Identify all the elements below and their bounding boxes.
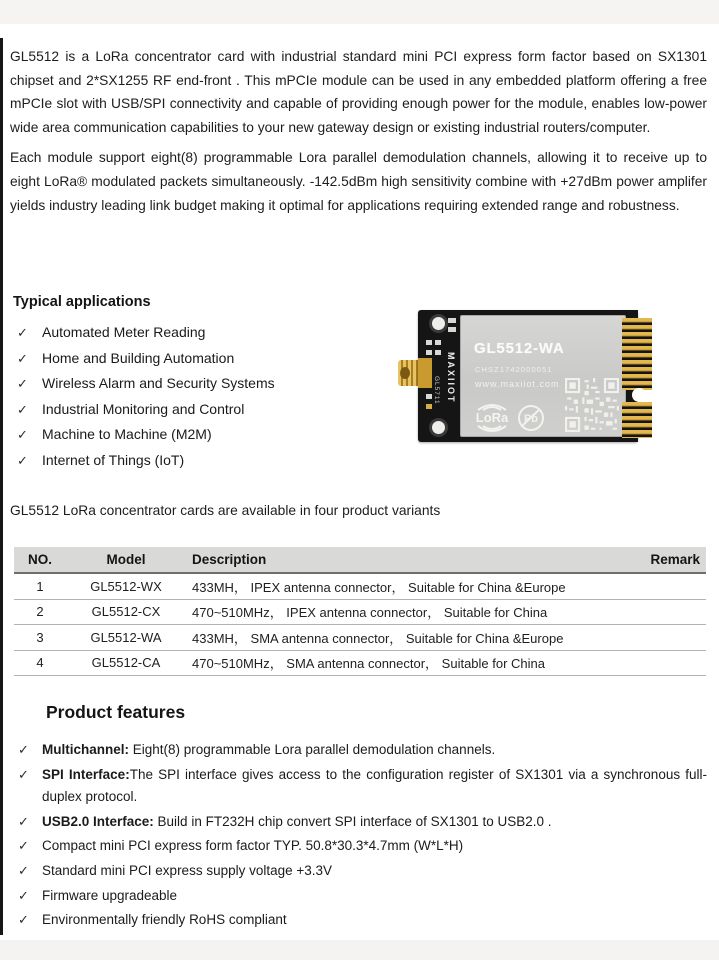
feature-text: Environmentally friendly RoHS compliant <box>42 912 287 928</box>
feature-text: Eight(8) programmable Lora parallel demodulation channels. <box>129 742 496 757</box>
pcb-part-number: GL5711 <box>433 376 440 405</box>
list-item <box>14 835 707 858</box>
column-header-description: Description <box>192 552 267 567</box>
check-icon: ✓ <box>17 325 28 340</box>
cell-description: 470~510MHz， IPEX antenna connector， Suitable for China <box>192 605 548 621</box>
intro-paragraph-1: GL5512 is a LoRa concentrator card with industrial standard mini PCI express form factor based on SX1301 chipset and 2*SX1255 RF end-front . This mPCIe module can be used in any embedded platform offering a free mPCIe slot with USB/SPI connectivity and capable of providing enough power for the module, enables low-power wide area communication capabilities to your new gateway design or existing industrial routers/computer. <box>10 49 707 135</box>
list-item <box>13 371 393 397</box>
cell-no: 1 <box>36 578 44 594</box>
product-photo <box>418 310 654 444</box>
mounting-hole <box>429 418 448 437</box>
smd-pad <box>426 404 432 409</box>
product-features-title: Product features <box>46 702 186 722</box>
gold-fingers-upper <box>622 318 652 390</box>
qr-code <box>565 378 619 432</box>
feature-label: Multichannel: <box>42 742 129 757</box>
column-header-model: Model <box>106 552 146 567</box>
intro-section <box>10 45 707 224</box>
smd-pad <box>448 327 456 332</box>
page-left-border <box>0 38 3 935</box>
list-item <box>13 320 393 346</box>
svg-text:LoRa: LoRa <box>475 410 509 425</box>
application-label: Machine to Machine (M2M) <box>42 426 212 443</box>
list-item <box>13 346 393 372</box>
check-icon: ✓ <box>17 452 28 468</box>
sma-connector-base <box>418 358 432 388</box>
cell-description: 433MH， IPEX antenna connector， Suitable for China &Europe <box>192 579 566 595</box>
brand-vertical-text: MAXIIOT <box>446 352 456 404</box>
cell-model: GL5512-CA <box>91 655 161 671</box>
table-row <box>14 651 706 677</box>
list-item <box>14 860 707 883</box>
cell-no: 4 <box>36 655 44 671</box>
list-item <box>14 909 707 932</box>
table-row <box>14 600 706 626</box>
pcb-board <box>418 310 638 442</box>
check-icon: ✓ <box>18 838 29 854</box>
feature-text: The SPI interface gives access to the configuration register of SX1301 via a synchronous full-duplex protocol. <box>42 766 707 805</box>
feature-text: Build in FT232H chip convert SPI interface of SX1301 to USB2.0 . <box>153 813 552 829</box>
gold-fingers-lower <box>622 402 652 438</box>
smd-pad <box>426 350 432 355</box>
table-row <box>14 625 706 651</box>
check-icon: ✓ <box>17 350 28 366</box>
variants-table <box>14 547 706 676</box>
svg-text:Pb: Pb <box>523 413 539 425</box>
feature-text: Compact mini PCI express form factor TYP. 50.8*30.3*4.7mm (W*L*H) <box>42 838 464 854</box>
application-label: Home and Building Automation <box>42 349 235 366</box>
smd-pad <box>435 350 441 355</box>
card-model-text: GL5512-WA <box>474 340 565 357</box>
typical-applications-list <box>13 320 393 474</box>
rf-shield <box>460 315 626 437</box>
card-url-text: www.maxiiot.com <box>475 379 560 389</box>
check-icon: ✓ <box>18 742 29 757</box>
application-label: Automated Meter Reading <box>42 324 206 340</box>
mounting-hole <box>429 314 448 333</box>
table-row <box>14 574 706 600</box>
cell-no: 2 <box>36 604 44 620</box>
application-label: Wireless Alarm and Security Systems <box>42 375 275 392</box>
cell-model: GL5512-WX <box>90 578 162 594</box>
check-icon: ✓ <box>17 401 28 417</box>
cell-no: 3 <box>36 629 44 645</box>
lora-logo <box>469 398 515 434</box>
page-top-shading <box>0 0 719 24</box>
list-item <box>14 885 707 908</box>
feature-text: Firmware upgradeable <box>42 887 178 903</box>
check-icon: ✓ <box>18 862 29 878</box>
application-label: Industrial Monitoring and Control <box>42 400 245 417</box>
cell-model: GL5512-CX <box>91 604 161 620</box>
check-icon: ✓ <box>18 912 29 928</box>
card-serial-text: CHSZ1742000051 <box>475 365 553 374</box>
smd-pad <box>426 340 432 345</box>
list-item <box>13 448 393 474</box>
typical-applications-title: Typical applications <box>13 294 151 310</box>
check-icon: ✓ <box>18 887 29 903</box>
cell-description: 433MH， SMA antenna connector， Suitable for China &Europe <box>192 630 564 646</box>
cell-description: 470~510MHz， SMA antenna connector， Suitable for China <box>192 656 546 672</box>
check-icon: ✓ <box>17 376 28 392</box>
application-label: Internet of Things (IoT) <box>42 451 185 468</box>
column-header-remark: Remark <box>650 552 700 567</box>
product-features-list <box>14 739 707 934</box>
list-item <box>13 397 393 423</box>
column-header-no: NO. <box>27 552 52 567</box>
variants-intro-text: GL5512 LoRa concentrator cards are available in four product variants <box>10 503 441 518</box>
smd-pad <box>448 318 456 323</box>
feature-text: Standard mini PCI express supply voltage +3.3V <box>42 862 333 878</box>
edge-notch <box>632 388 646 402</box>
list-item <box>14 739 707 762</box>
list-item <box>14 764 707 809</box>
check-icon: ✓ <box>17 427 28 443</box>
smd-pad <box>426 394 432 399</box>
feature-label: SPI Interface: <box>42 766 130 782</box>
list-item <box>14 811 707 834</box>
pb-free-icon <box>517 404 545 432</box>
page-bottom-shading <box>0 940 719 960</box>
table-header-row <box>14 547 706 574</box>
intro-paragraph-2: Each module support eight(8) programmable Lora parallel demodulation channels, allowing it to receive up to eight LoRa® modulated packets simultaneously. -142.5dBm high sensitivity combine with +27dBm power amplifer yields industry leading link budget making it optimal for applications requiring extended range and robustness. <box>10 150 707 213</box>
smd-pad <box>435 340 441 345</box>
check-icon: ✓ <box>18 813 29 829</box>
check-icon: ✓ <box>18 766 29 782</box>
list-item <box>13 422 393 448</box>
feature-label: USB2.0 Interface: <box>42 813 154 829</box>
sma-connector-opening <box>400 367 410 379</box>
cell-model: GL5512-WA <box>90 629 162 645</box>
